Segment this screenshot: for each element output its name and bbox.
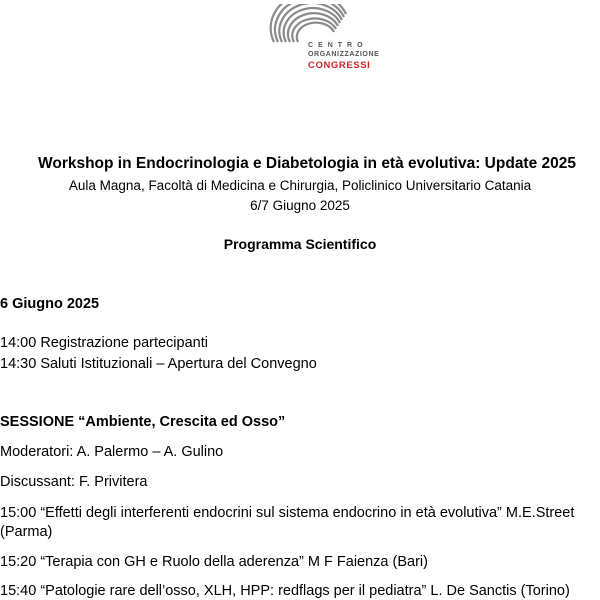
talk-item: 15:00 “Effetti degli interferenti endocrini sul sistema endocrino in età evolutiva” M.E.Street	[0, 505, 575, 521]
talk-item: 15:20 “Terapia con GH e Ruolo della aderenza” M F Faienza (Bari)	[0, 554, 428, 570]
day-heading: 6 Giugno 2025	[0, 296, 100, 312]
section-heading: Programma Scientifico	[223, 236, 377, 252]
logo-text-congressi: CONGRESSI	[308, 60, 371, 71]
talk-item-continuation: (Parma)	[0, 524, 53, 540]
document-title: Workshop in Endocrinologia e Diabetologia in età evolutiva: Update 2025	[38, 155, 577, 172]
session-moderators: Moderatori: A. Palermo – A. Gulino	[0, 444, 224, 460]
program-item: 14:30 Saluti Istituzionali – Apertura del Convegno	[0, 356, 317, 372]
talk-item: 15:40 “Patologie rare dell’osso, XLH, HPP: redflags per il pediatra” L. De Sanctis (Torino)	[0, 583, 570, 599]
logo-arcs-icon	[268, 4, 380, 44]
event-dates: 6/7 Giugno 2025	[250, 198, 350, 213]
session-discussant: Discussant: F. Privitera	[0, 474, 148, 490]
organizer-logo	[268, 4, 380, 72]
program-item: 14:00 Registrazione partecipanti	[0, 335, 208, 351]
venue-line: Aula Magna, Facoltà di Medicina e Chirurgia, Policlinico Universitario Catania	[68, 178, 532, 193]
logo-text-organizzazione: ORGANIZZAZIONE	[308, 51, 380, 58]
session-title: SESSIONE “Ambiente, Crescita ed Osso”	[0, 414, 286, 430]
logo-text-centro: CENTRO	[308, 42, 368, 49]
